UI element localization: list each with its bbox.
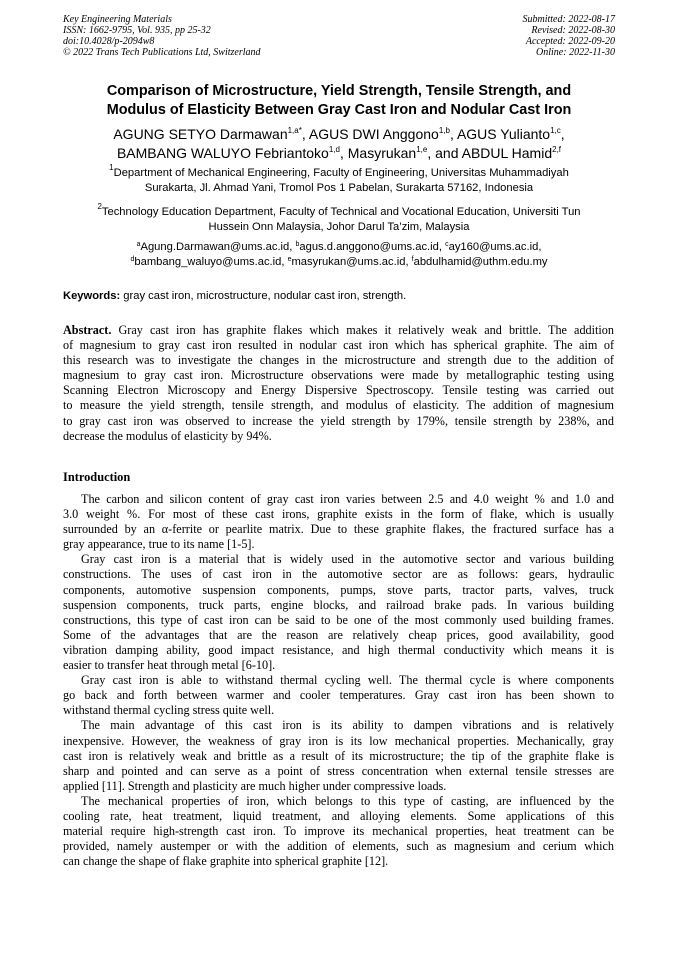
author-name: AGUS DWI Anggono bbox=[308, 126, 439, 142]
email-sup: c bbox=[445, 241, 449, 248]
author-sep: , bbox=[339, 144, 348, 161]
author-name: ABDUL Hamid bbox=[461, 144, 553, 161]
intro-line: Some of the advantages that are the reason are relatively cheap prices, good availability, good bbox=[63, 627, 614, 642]
author-list bbox=[40, 125, 638, 162]
introduction-body bbox=[63, 492, 614, 869]
abstract-line: of magnesium to gray cast iron resulted in nodular cast iron which has spherical graphite. The aim of bbox=[63, 338, 614, 353]
intro-line: cooling rate, heat treatment, liquid treatment, and alloying elements. Some applications of this bbox=[63, 808, 614, 823]
keywords-label: Keywords: bbox=[63, 290, 121, 302]
abstract-line: magnesium to gray cast iron. Microstructure observations were made by metallographic testing using bbox=[63, 368, 614, 383]
copyright: © 2022 Trans Tech Publications Ltd, Switzerland bbox=[63, 47, 261, 58]
email-sep: , bbox=[405, 256, 412, 268]
email-address[interactable]: ay160@ums.ac.id bbox=[448, 241, 539, 253]
intro-line: Gray cast iron is a material that is widely used in the automotive sector and various building bbox=[81, 552, 614, 567]
affiliation-2 bbox=[50, 202, 628, 235]
email-line bbox=[50, 255, 628, 270]
author-sup: 2,f bbox=[552, 144, 562, 154]
intro-line: constructions. The uses of cast iron in the automotive sector are as follows: gears, hydraulic bbox=[63, 567, 614, 582]
intro-line: Gray cast iron is able to withstand thermal cycling well. The thermal cycle is where components bbox=[81, 673, 614, 688]
email-sep: , bbox=[281, 256, 288, 268]
intro-line: go back and forth between warmer and cooler temperatures. Gray cast iron has been shown to bbox=[63, 688, 614, 703]
accepted-date: Accepted: 2022-09-20 bbox=[525, 36, 615, 47]
intro-line: The main advantage of this cast iron is its ability to dampen vibrations and is relatively bbox=[81, 718, 614, 733]
abstract-label: Abstract. bbox=[63, 323, 112, 337]
abstract-line: to gray cast iron was observed to increase the yield strength by 179%, tensile strength by 238%, and bbox=[63, 413, 614, 428]
revised-date: Revised: 2022-08-30 bbox=[531, 25, 615, 36]
author-sup: 1,c bbox=[550, 126, 561, 135]
email-sep: , bbox=[438, 241, 446, 253]
title-line: Modulus of Elasticity Between Gray Cast Iron and Nodular Cast Iron bbox=[106, 102, 572, 118]
author-line bbox=[40, 144, 638, 163]
author-sup: 1,b bbox=[438, 126, 450, 135]
intro-line: cast iron is relatively weak and brittle as a result of its microstructure; the tip of the graphite flake is bbox=[63, 748, 614, 763]
intro-line: vibration damping ability, good impact resistance, and high thermal conductivity which means it is bbox=[63, 642, 614, 657]
issn: ISSN: 1662-9795, Vol. 935, pp 25-32 bbox=[63, 25, 211, 36]
email-sup: b bbox=[295, 241, 300, 248]
paper-title bbox=[40, 82, 638, 120]
affiliation-line: Hussein Onn Malaysia, Johor Darul Ta’zim, Malaysia bbox=[208, 221, 470, 233]
intro-line: The mechanical properties of iron, which belongs to this type of casting, are influenced by the bbox=[81, 793, 614, 808]
intro-line: provided, namely austemper or with the addition of elements, such as magnesium and cerium which bbox=[63, 839, 614, 854]
submitted-date: Submitted: 2022-08-17 bbox=[522, 14, 615, 25]
email-sep: , bbox=[538, 241, 542, 253]
intro-line: applied [11]. Strength and plasticity are much higher under compressive loads. bbox=[63, 778, 447, 793]
keywords-text: gray cast iron, microstructure, nodular cast iron, strength. bbox=[120, 290, 407, 302]
email-sup: d bbox=[130, 256, 135, 263]
email-sup: a bbox=[136, 241, 141, 248]
intro-line: easier to transfer heat through metal [6-10]. bbox=[63, 658, 276, 673]
abstract bbox=[63, 323, 614, 444]
author-name: AGUS Yulianto bbox=[456, 126, 551, 142]
email-list bbox=[50, 240, 628, 270]
author-sup: 1,d bbox=[328, 144, 340, 154]
intro-line: 3.0 weight %. For most of these cast irons, graphite exists in the form of flake, which is usually bbox=[63, 507, 614, 522]
intro-line: gray appearance, true to its name [1-5]. bbox=[63, 537, 255, 552]
affiliation-text: Technology Education Department, Faculty of Technical and Vocational Education, Universiti Tun bbox=[101, 206, 581, 218]
intro-line: components, automotive suspension components, pumps, stove parts, tractor parts, valves, truck bbox=[63, 582, 614, 597]
affiliation-sup: 2 bbox=[97, 202, 102, 211]
email-sup: e bbox=[287, 256, 292, 263]
affiliation-line bbox=[50, 163, 628, 181]
header-dates bbox=[523, 14, 616, 58]
email-sup: f bbox=[411, 256, 414, 263]
email-line bbox=[50, 240, 628, 255]
abstract-text: Gray cast iron has graphite flakes which makes it relatively weak and brittle. The addition bbox=[111, 323, 614, 337]
affiliation-1 bbox=[50, 163, 628, 196]
affiliation-line: Surakarta, Jl. Ahmad Yani, Tromol Pos 1 Pabelan, Surakarta 57162, Indonesia bbox=[144, 182, 534, 194]
email-address[interactable]: bambang_waluyo@ums.ac.id bbox=[134, 256, 282, 268]
intro-line: suspension components, truck parts, engine blocks, and railroad brake pads. In various building bbox=[63, 597, 614, 612]
intro-line: constructions, this type of cast iron can be said to be one of the most commonly used building frames. bbox=[63, 612, 614, 627]
section-heading-introduction: Introduction bbox=[63, 470, 131, 484]
abstract-line: decrease the modulus of elasticity by 94%. bbox=[63, 428, 272, 443]
author-name: BAMBANG WALUYO Febriantoko bbox=[116, 144, 329, 161]
intro-line: withstand thermal cycling stress quite well. bbox=[63, 703, 275, 718]
intro-line: surrounded by an α-ferrite or pearlite matrix. Due to these graphite flakes, the fractured surface has a bbox=[63, 522, 614, 537]
author-sep: , bbox=[560, 126, 565, 142]
author-sep: , bbox=[301, 126, 309, 142]
intro-line: can change the shape of flake graphite into spherical graphite [12]. bbox=[63, 854, 389, 869]
affiliation-sup: 1 bbox=[109, 163, 114, 172]
author-sup: 1,e bbox=[416, 144, 428, 154]
affiliation-text: Department of Mechanical Engineering, Faculty of Engineering, Universitas Muhammadiyah bbox=[113, 167, 569, 179]
intro-line: sharp and pointed and can serve as a point of stress concentration when external tensile stresses are bbox=[63, 763, 614, 778]
author-sup: 1,a* bbox=[287, 126, 302, 135]
author-name: Masyrukan bbox=[347, 144, 417, 161]
email-address[interactable]: agus.d.anggono@ums.ac.id bbox=[299, 241, 439, 253]
email-address[interactable]: masyrukan@ums.ac.id bbox=[291, 256, 406, 268]
journal-name: Key Engineering Materials bbox=[63, 14, 172, 25]
email-address[interactable]: Agung.Darmawan@ums.ac.id bbox=[140, 241, 290, 253]
intro-line: material require high-strength cast iron. To improve its mechanical properties, heat treatment can be bbox=[63, 824, 614, 839]
abstract-line: this research was to investigate the changes in the microstructure and strength due to the addition of bbox=[63, 353, 614, 368]
affiliation-line bbox=[50, 202, 628, 220]
author-sep: , and bbox=[427, 144, 462, 161]
email-address[interactable]: abdulhamid@uthm.edu.my bbox=[413, 256, 548, 268]
author-name: AGUNG SETYO Darmawan bbox=[113, 126, 288, 142]
abstract-line: to measure the yield strength, tensile strength, and modulus of elasticity. The addition of magnesium bbox=[63, 398, 614, 413]
header-journal-info bbox=[63, 14, 261, 58]
email-sep: , bbox=[289, 241, 296, 253]
abstract-line bbox=[63, 323, 614, 338]
intro-line: The carbon and silicon content of gray cast iron varies between 2.5 and 4.0 weight % and 1.0 and bbox=[81, 492, 614, 506]
doi: doi:10.4028/p-2094w8 bbox=[63, 36, 155, 47]
title-line: Comparison of Microstructure, Yield Strength, Tensile Strength, and bbox=[106, 83, 572, 99]
intro-line: inexpensive. However, the weakness of gray iron is its low mechanical properties. Mechanically, gray bbox=[63, 733, 614, 748]
online-date: Online: 2022-11-30 bbox=[536, 47, 615, 58]
keywords bbox=[63, 290, 406, 302]
author-sep: , bbox=[449, 126, 457, 142]
author-line bbox=[40, 125, 638, 144]
abstract-line: Scanning Electron Microscopy and Energy Dispersive Spectroscopy. Tensile testing was carried out bbox=[63, 383, 614, 398]
